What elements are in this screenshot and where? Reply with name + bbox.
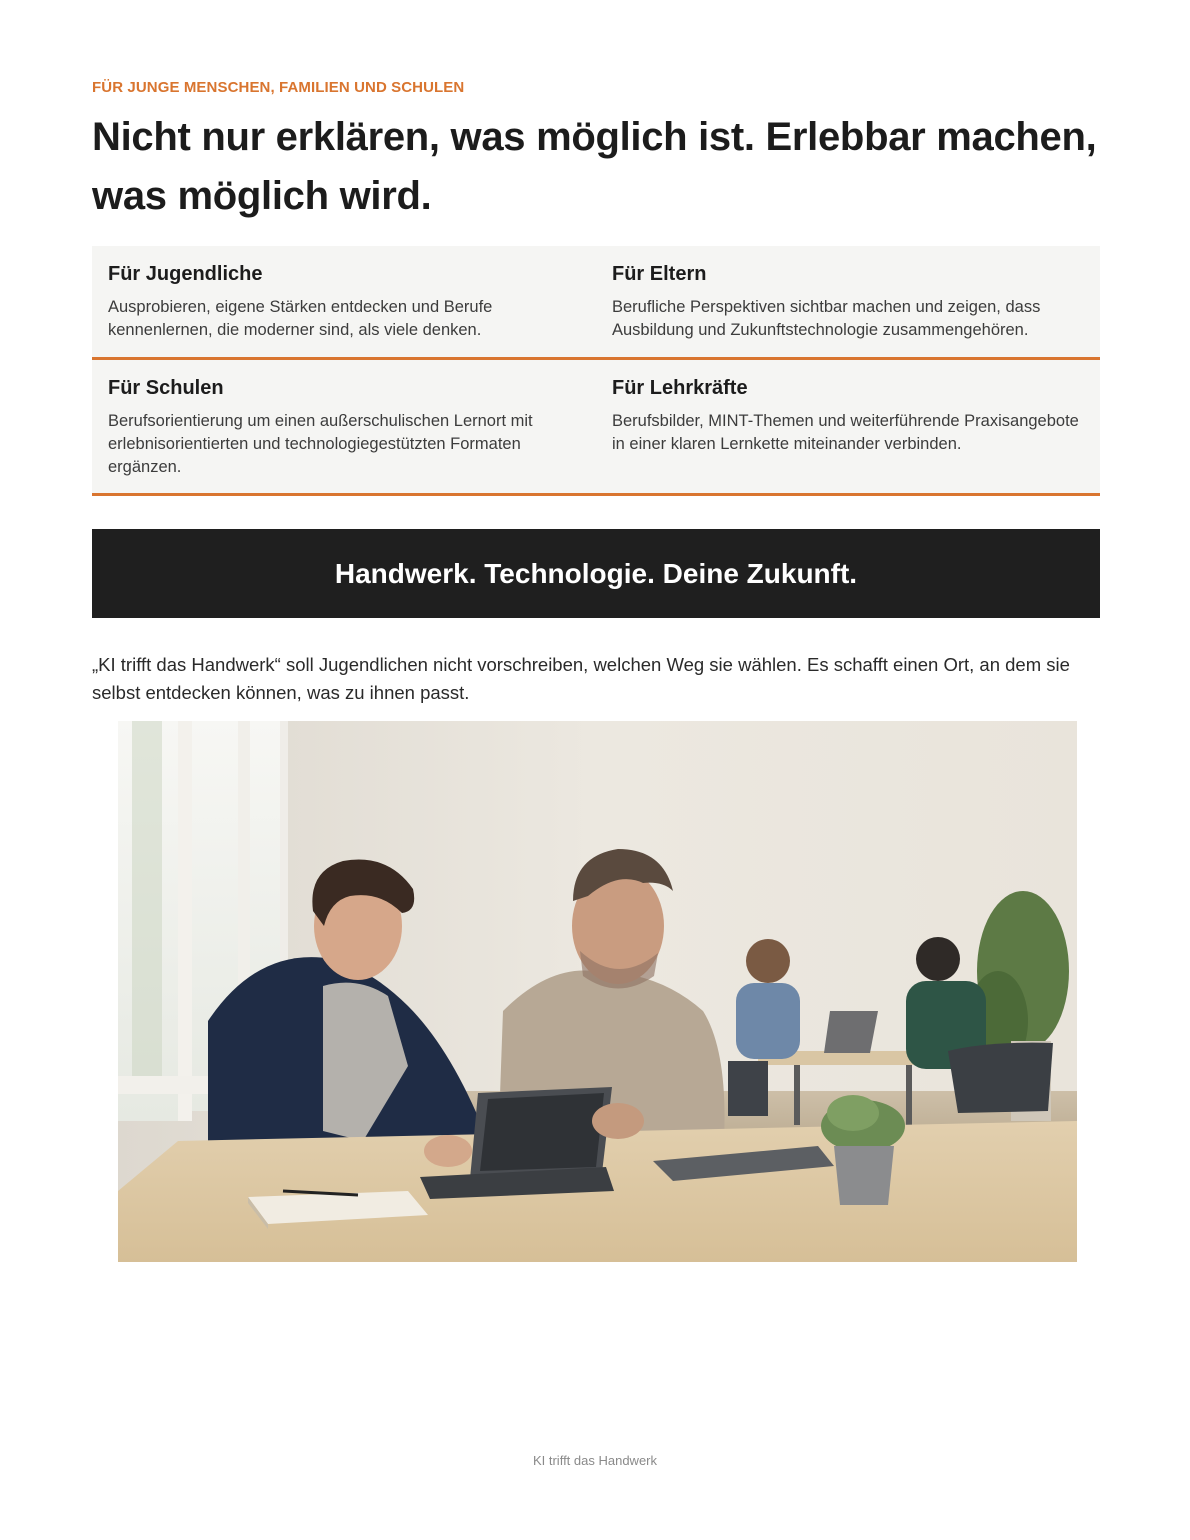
audience-title: Für Schulen [108,377,224,399]
audience-row [92,246,1100,360]
audience-title: Für Lehrkräfte [612,377,748,399]
page-footer: KI trifft das Handwerk [532,1453,658,1468]
audience-text: Berufsorientierung um einen außerschulischen Lernort mit erlebnisorientierten und technologiegestützten Formaten ergänzen. [108,412,533,476]
audience-row [92,360,1100,496]
eyebrow: FÜR JUNGE MENSCHEN, FAMILIEN UND SCHULEN [92,79,465,96]
audience-text: Berufsbilder, MINT-Themen und weiterführende Praxisangebote in einer klaren Lernkette miteinander verbinden. [612,412,1079,453]
audience-text: Berufliche Perspektiven sichtbar machen und zeigen, dass Ausbildung und Zukunftstechnologie zusammengehören. [612,298,1041,339]
audience-title: Für Jugendliche [108,263,263,285]
intro-paragraph: „KI trifft das Handwerk“ soll Jugendlichen nicht vorschreiben, welchen Weg sie wählen. Es schafft einen Ort, an dem sie selbst entdecken können, was zu ihnen passt. [92,654,1070,703]
slogan-banner [92,529,1100,618]
audience-card-jugendliche [92,246,596,357]
audience-title: Für Eltern [612,263,707,285]
audience-text: Ausprobieren, eigene Stärken entdecken und Berufe kennenlernen, die moderner sind, als viele denken. [108,298,493,339]
audience-card-schulen [92,360,596,493]
page-title: Nicht nur erklären, was möglich ist. Erlebbar machen, was möglich wird. [92,115,1097,218]
audience-grid [92,246,1100,496]
audience-card-eltern [596,246,1100,357]
audience-card-lehrkraefte [596,360,1100,493]
slogan-text: Handwerk. Technologie. Deine Zukunft. [334,557,858,589]
classroom-photo [118,721,1077,1262]
